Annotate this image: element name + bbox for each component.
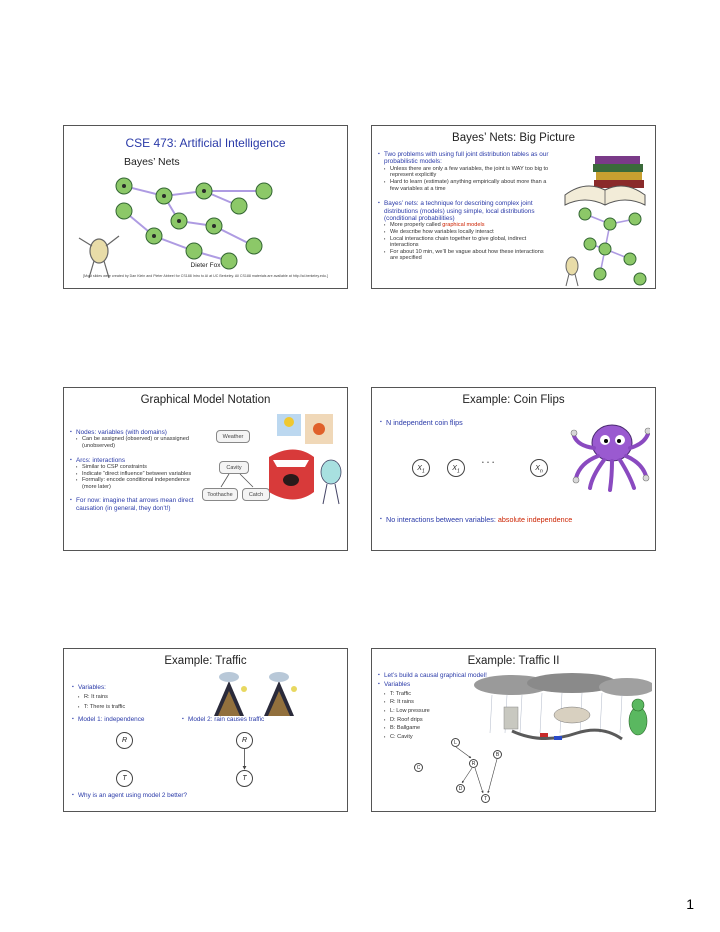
node-cavity: Cavity	[219, 461, 249, 474]
bullet: ▪ For now: imagine that arrows mean direct causation (in general, they don’t!)	[70, 497, 200, 512]
octopus-illustration	[570, 418, 650, 493]
sub-bullet: ▪ D: Roof drips	[378, 717, 498, 724]
slide-traffic	[63, 648, 348, 812]
node-weather: Weather	[216, 430, 250, 443]
sub-bullet: ▪ Hard to learn (estimate) anything empirically about more than a few variables at a time	[378, 179, 553, 192]
bullet: ▪ Bayes’ nets: a technique for describing complex joint distributions (models) using simple, local distributions (conditional probabilities)	[378, 200, 553, 222]
sub-bullet: ▪ T: Traffic	[378, 691, 498, 698]
node-d: D	[456, 784, 465, 793]
node-x1: $X_1$	[412, 459, 430, 477]
slide-title: Bayes’ Nets: Big Picture	[452, 132, 575, 144]
node-l: L	[451, 738, 460, 747]
sub-bullet: ▪ T: There is traffic	[72, 704, 202, 711]
slide-traffic-ii	[371, 648, 656, 812]
bullet-list	[72, 713, 192, 723]
bullet: ▪ Variables	[378, 681, 498, 688]
node-c: C	[414, 763, 423, 772]
bullet: ▪ Nodes: variables (with domains)	[70, 429, 200, 436]
sub-bullet: ▪ Similar to CSP constraints	[70, 464, 200, 471]
lecture-subtitle: Bayes’ Nets	[124, 156, 180, 168]
bullet: ▪ Let’s build a causal graphical model!	[378, 672, 498, 679]
page-number: 1	[686, 896, 694, 912]
node-t-model2: T	[236, 770, 253, 787]
bullet: ▪ Variables:	[72, 684, 202, 691]
bullet-list	[380, 513, 650, 523]
sub-bullet: ▪ Unless there are only a few variables, the joint is WAY too big to represent explicitly	[378, 166, 553, 179]
node-catch: Catch	[242, 488, 270, 501]
slide-title: Example: Traffic	[164, 655, 247, 667]
traffic-illustration	[204, 671, 304, 721]
books-illustration	[560, 150, 650, 210]
node-x2: $X_1$	[447, 459, 465, 477]
bullet: ▪ N independent coin flips	[380, 419, 580, 426]
bullet-list	[70, 426, 200, 512]
bayes-net-illustration	[560, 204, 655, 289]
bullet: ▪ Why is an agent using model 2 better?	[72, 792, 292, 799]
sub-bullet: ▪ For about 10 min, we’ll be vague about how these interactions are specified	[378, 249, 553, 262]
weather-and-dental-illustration	[269, 412, 348, 512]
slide-big-picture	[371, 125, 656, 289]
node-r-model2: R	[236, 732, 253, 749]
bullet: ▪ Two problems with using full joint distribution tables as our probabilistic models:	[378, 151, 553, 166]
node-t-model1: T	[116, 770, 133, 787]
bullet-list	[380, 416, 580, 426]
sub-bullet: ▪ R: It rains	[72, 694, 202, 701]
sub-bullet: ▪ Can be assigned (observed) or unassigned (unobserved)	[70, 436, 200, 449]
bullet: ▪ No interactions between variables: absolute independence	[380, 516, 650, 523]
bullet-list	[72, 789, 292, 799]
sub-bullet: ▪ We describe how variables locally interact	[378, 229, 553, 236]
sub-bullet: ▪ L: Low pressure	[378, 708, 498, 715]
node-r-model1: R	[116, 732, 133, 749]
node-toothache: Toothache	[202, 488, 238, 501]
slide-title: Example: Coin Flips	[462, 394, 565, 406]
bullet: ▪ Arcs: interactions	[70, 457, 200, 464]
sub-bullet: ▪ C: Cavity	[378, 734, 498, 741]
sub-bullet: ▪ Indicate “direct influence” between variables	[70, 471, 200, 478]
ellipsis: • • •	[482, 460, 496, 466]
bullet: ▪ Model 1: independence	[72, 716, 192, 723]
author-name: Dieter Fox	[190, 262, 221, 269]
bullet-list	[378, 148, 553, 262]
node-r: R	[469, 759, 478, 768]
slide-coin-flips	[371, 387, 656, 551]
rainy-city-illustration	[462, 673, 652, 753]
sub-bullet: ▪ More properly called graphical models	[378, 222, 553, 229]
slide-graphical-notation	[63, 387, 348, 551]
node-t: T	[481, 794, 490, 803]
slide-title: Example: Traffic II	[467, 655, 560, 667]
bullet-list	[72, 681, 202, 711]
sub-bullet: ▪ R: It rains	[378, 699, 498, 706]
sub-bullet: ▪ Local interactions chain together to give global, indirect interactions	[378, 236, 553, 249]
slide-title: Graphical Model Notation	[140, 394, 271, 406]
credit-note: [Most slides were created by Dan Klein and Pieter Abbeel for CS188 Intro to AI at UC Berkeley. All CS188 materials are available at http://ai.berkeley.edu.]	[83, 274, 328, 278]
bullet: ▪ Model 2: rain causes traffic	[182, 716, 322, 723]
node-b: B	[493, 750, 502, 759]
node-xn: $X_n$	[530, 459, 548, 477]
sub-bullet: ▪ B: Ballgame	[378, 725, 498, 732]
course-title: CSE 473: Artificial Intelligence	[125, 136, 286, 150]
sub-bullet: ▪ Formally: encode conditional independence (more later)	[70, 477, 200, 490]
slide-title	[63, 125, 348, 289]
